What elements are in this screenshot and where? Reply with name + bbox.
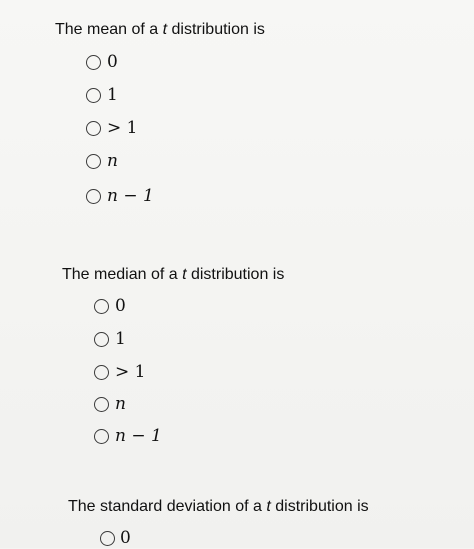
question-text: distribution is (270, 498, 369, 515)
option-label: 1 (115, 329, 126, 349)
radio-button[interactable] (86, 121, 101, 136)
option-0[interactable] (86, 51, 118, 73)
option-greater-than-1[interactable] (94, 361, 145, 383)
radio-button[interactable] (94, 332, 109, 347)
option-n[interactable] (86, 150, 118, 172)
option-0[interactable] (94, 295, 126, 317)
option-label: n − 1 (115, 426, 162, 446)
option-label: n (107, 151, 118, 171)
question-text: distribution is (186, 266, 285, 283)
question-text: The standard deviation of a (68, 498, 267, 515)
option-label: 0 (115, 296, 126, 316)
option-label: 1 (107, 85, 118, 105)
question-text: distribution is (167, 21, 265, 38)
option-label: n (115, 394, 126, 414)
question-variable: t (162, 21, 168, 38)
radio-button[interactable] (94, 429, 109, 444)
radio-button[interactable] (100, 531, 115, 546)
option-label: 0 (120, 528, 131, 548)
option-n-minus-1[interactable] (94, 425, 162, 447)
radio-button[interactable] (86, 88, 101, 103)
question-title (55, 20, 265, 40)
option-n-minus-1[interactable] (86, 185, 154, 207)
option-label: 0 (107, 52, 118, 72)
question-title (68, 497, 369, 517)
question-variable: t (266, 498, 271, 515)
option-label: n − 1 (107, 186, 154, 206)
question-variable: t (182, 266, 187, 283)
option-greater-than-1[interactable] (86, 117, 137, 139)
radio-button[interactable] (94, 299, 109, 314)
radio-button[interactable] (86, 189, 101, 204)
question-title (62, 265, 284, 285)
option-n[interactable] (94, 393, 126, 415)
question-text: The mean of a (55, 21, 163, 38)
option-label: > 1 (115, 362, 146, 382)
option-1[interactable] (94, 328, 126, 350)
radio-button[interactable] (86, 154, 101, 169)
radio-button[interactable] (86, 55, 101, 70)
question-text: The median of a (62, 266, 183, 283)
option-1[interactable] (86, 84, 118, 106)
radio-button[interactable] (94, 397, 109, 412)
radio-button[interactable] (94, 365, 109, 380)
option-label: > 1 (107, 118, 138, 138)
